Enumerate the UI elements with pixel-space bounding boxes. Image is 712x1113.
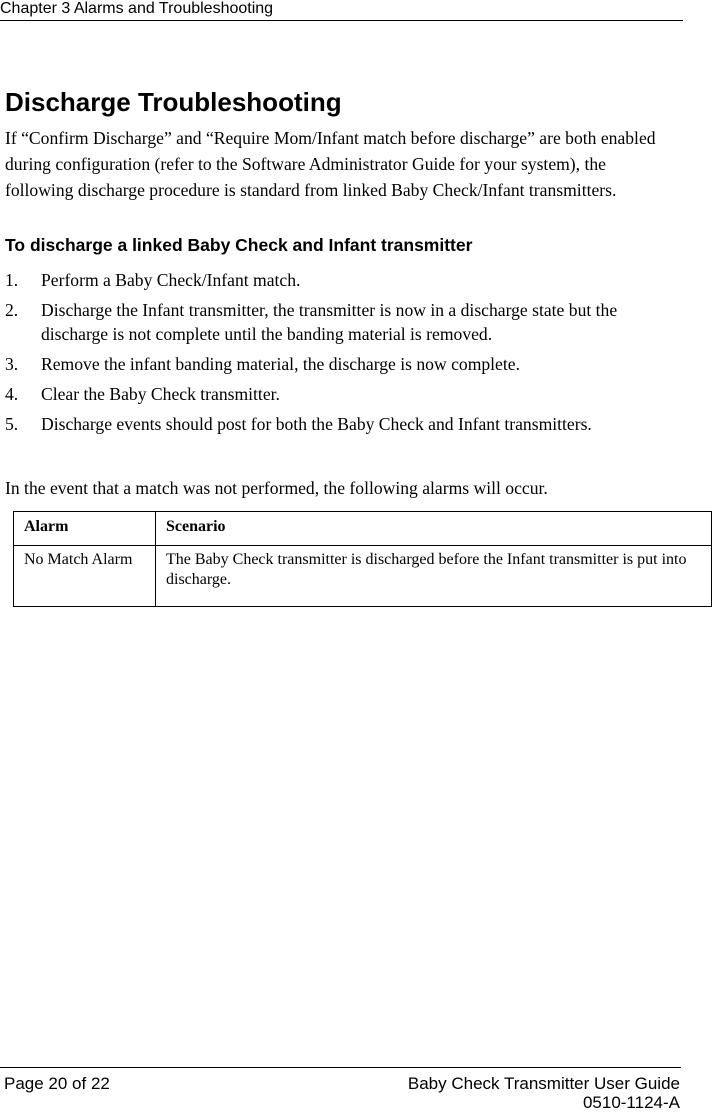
- procedure-step: [5, 298, 695, 346]
- footer-page-number: Page 20 of 22: [4, 1074, 110, 1093]
- step-number: 4.: [5, 384, 19, 404]
- step-number: 2.: [5, 300, 19, 320]
- step-number: 5.: [5, 414, 19, 434]
- footer-document-title: Baby Check Transmitter User Guide: [407, 1074, 680, 1093]
- table-header-row: [14, 512, 712, 546]
- table-header-alarm: Alarm: [14, 512, 156, 546]
- procedure-heading: To discharge a linked Baby Check and Infant transmitter: [5, 235, 473, 255]
- running-header: Chapter 3 Alarms and Troubleshooting: [0, 0, 274, 17]
- table-header-scenario: Scenario: [156, 512, 712, 546]
- alarm-table: [13, 511, 712, 607]
- footer-document-number: 0510-1124-A: [582, 1093, 680, 1112]
- procedure-step: [5, 412, 695, 436]
- step-text: Clear the Baby Check transmitter.: [41, 384, 280, 404]
- header-rule: [0, 20, 683, 21]
- step-text: Remove the infant banding material, the discharge is now complete.: [41, 354, 520, 374]
- table-cell-scenario: The Baby Check transmitter is discharged before the Infant transmitter is put into discharge.: [156, 546, 712, 607]
- procedure-steps: [5, 268, 695, 442]
- step-number: 3.: [5, 354, 19, 374]
- footer-rule: [0, 1067, 681, 1068]
- step-text: Discharge events should post for both the Baby Check and Infant transmitters.: [41, 414, 592, 434]
- table-row: [14, 546, 712, 607]
- procedure-step: [5, 352, 695, 376]
- followup-paragraph: In the event that a match was not performed, the following alarms will occur.: [5, 478, 548, 498]
- procedure-step: [5, 268, 695, 292]
- intro-paragraph: If “Confirm Discharge” and “Require Mom/Infant match before discharge” are both enabled during configuration (refer to the Software Administrator Guide for your system), the following discharge procedure is standard from linked Baby Check/Infant transmitters.: [5, 128, 656, 200]
- procedure-step: [5, 382, 695, 406]
- step-text: Perform a Baby Check/Infant match.: [41, 270, 301, 290]
- step-text: Discharge the Infant transmitter, the transmitter is now in a discharge state but the discharge is not complete until the banding material is removed.: [41, 300, 618, 344]
- section-title: Discharge Troubleshooting: [5, 87, 342, 117]
- step-number: 1.: [5, 270, 19, 290]
- table-cell-alarm: No Match Alarm: [14, 546, 156, 607]
